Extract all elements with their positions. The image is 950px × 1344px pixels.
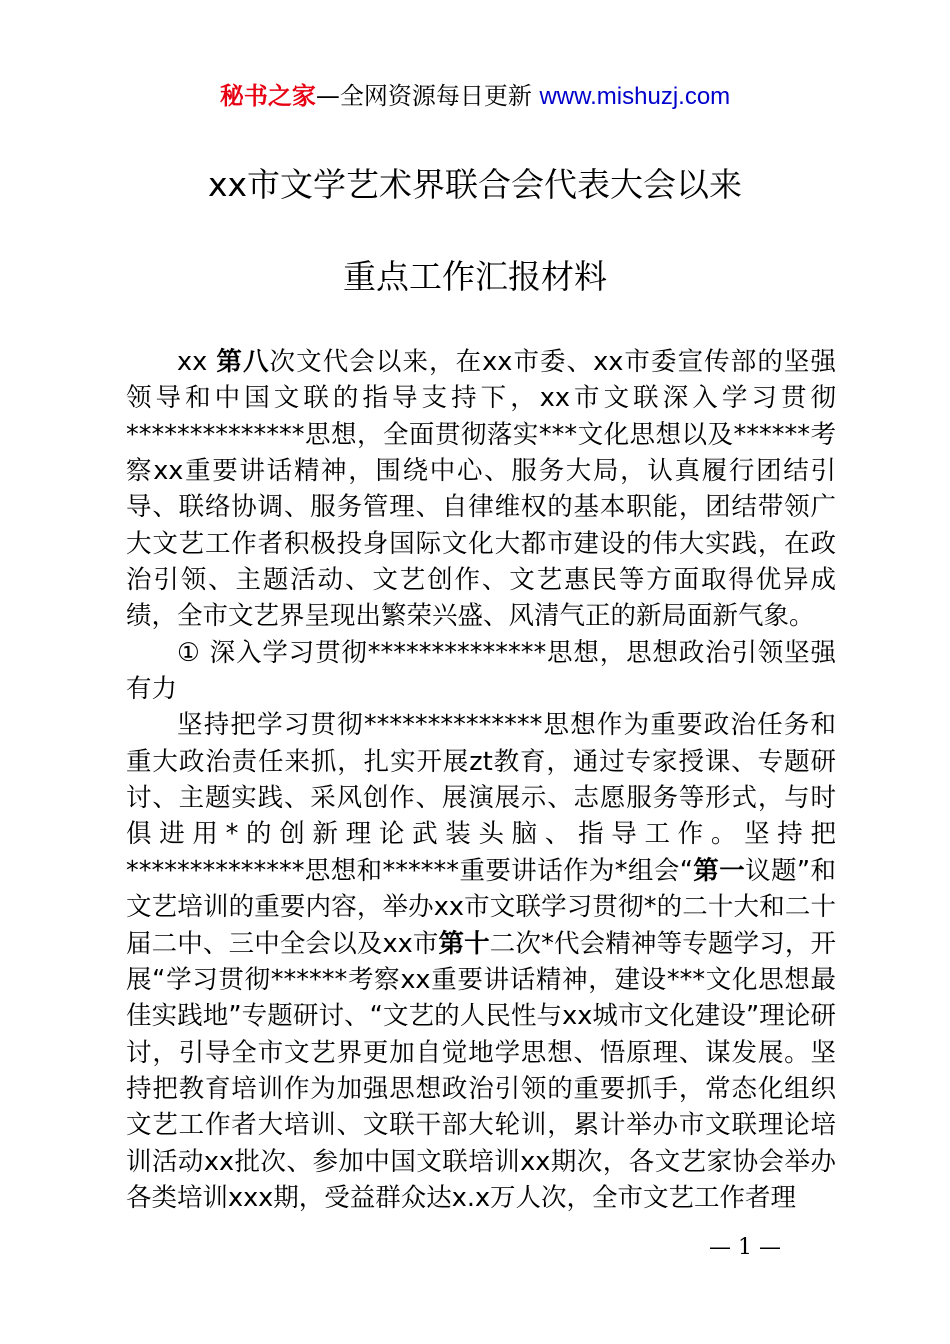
text-run: ① 深入学习贯彻**************思想，思想政治引领坚强有力 [126, 637, 836, 705]
brand-name: 秘书之家 [219, 82, 316, 110]
document-body [126, 344, 836, 1216]
text-run: 议题”和文艺培训的重要内容，举办xx市文联学习贯彻*的二十大和二十届二中、三中全会以及xx市 [126, 855, 836, 959]
paragraph-intro [126, 344, 836, 635]
page-number: — 1 — [709, 1235, 781, 1260]
text-run-bold: 第一 [692, 855, 746, 886]
text-run: 二次*代会精神等专题学习，开展“学习贯彻******考察xx重要讲话精神，建设***文化思想最佳实践地”专题研讨、“文艺的人民性与xx城市文化建设”理论研讨，引导全市文艺界更加自觉地学思想、悟原理、谋发展。坚持把教育培训作为加强思想政治引领的重要抓手，常态化组织文艺工作者大培训、文联干部大轮训，累计举办市文联理论培训活动xx批次、参加中国文联培训xx期次，各文艺家协会举办各类培训xxx期，受益群众达x.x万人次，全市文艺工作者理 [126, 928, 836, 1213]
text-run: 次文代会以来，在xx市委、xx市委宣传部的坚强领导和中国文联的指导支持下，xx市文联深入学习贯彻**************思想，全面贯彻落实***文化思想以及******考察xx重要讲话精神，围绕中心、服务大局，认真履行团结引导、联络协调、服务管理、自律维权的基本职能，团结带领广大文艺工作者积极投身国际文化大都市建设的伟大实践，在政治引领、主题活动、文艺创作、文艺惠民等方面取得优异成绩，全市文艺界呈现出繁荣兴盛、风清气正的新局面新气象。 [126, 347, 836, 632]
section-heading-1 [126, 635, 836, 708]
banner-tagline: —全网资源每日更新 [315, 82, 540, 110]
text-run-bold: 第八 [216, 347, 270, 377]
paragraph-section-1 [126, 707, 836, 1216]
site-url-link[interactable]: www.mishuzj.com [539, 83, 731, 110]
text-run: 坚持把学习贯彻**************思想作为重要政治任务和重大政治责任来抓，扎实开展zt教育，通过专家授课、专题研讨、主题实践、采风创作、展演展示、志愿服务等形式，与时俱进用*的创新理论武装头脑、指导工作。坚持把**************思想和******重要讲话作为*组会“ [126, 710, 836, 886]
site-banner [0, 78, 950, 115]
text-run: xx [177, 347, 217, 377]
document-title-line-2: 重点工作汇报材料 [343, 257, 607, 296]
document-title-line-1: xx市文学艺术界联合会代表大会以来 [207, 165, 743, 204]
text-run-bold: 第十 [438, 928, 490, 959]
